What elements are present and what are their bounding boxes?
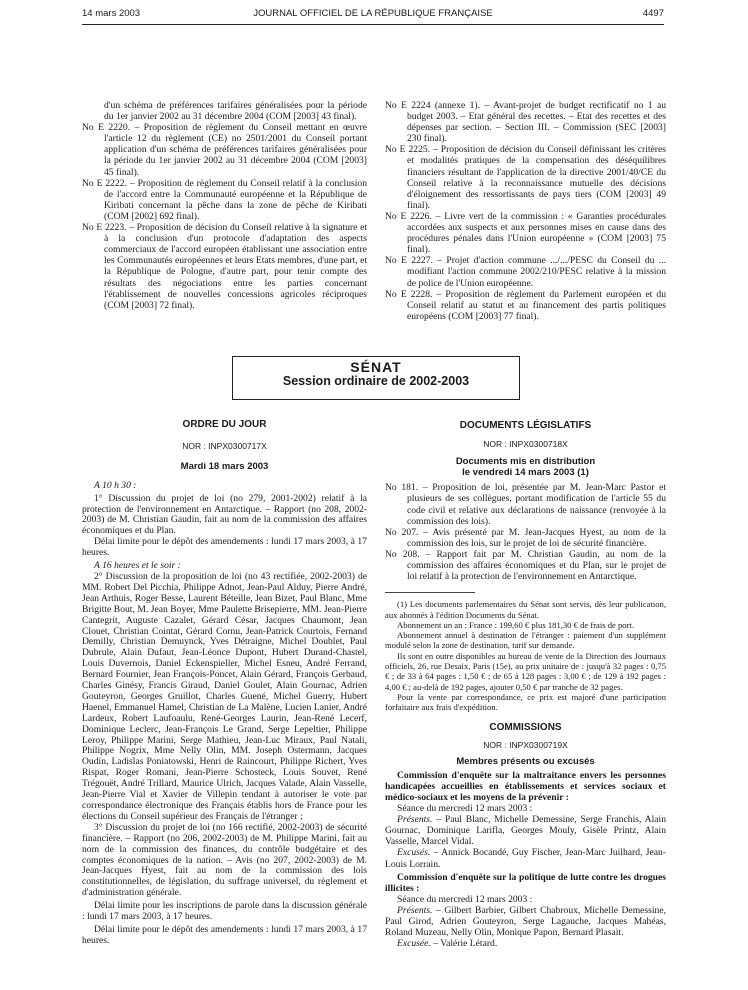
- page-header: [82, 8, 664, 22]
- header-rule: [82, 24, 664, 25]
- senat-title-box: [232, 356, 520, 400]
- documents-section: [385, 420, 666, 949]
- footnote-rule: [385, 592, 475, 593]
- list-item: No 208. – Rapport fait par M. Christian Gaudin, au nom de la commission des affaires économiques et du Plan, sur le projet de loi relatif à la protection de l'environnement en Antarctique.: [385, 548, 666, 583]
- list-item: No E 2228. – Proposition de règlement du Parlement européen et du Conseil relatif au statut et au financement des partis politiques européens (COM [2003] 77 final).: [385, 288, 666, 322]
- commission-1-presents: – Paul Blanc, Michelle Demessine, Serge Franchis, Alain Gournac, Dominique Larifla, Georges Mouly, Gisèle Printz, Alain Vasselle, Marcel Vidal.: [385, 814, 666, 848]
- list-item: No E 2220. – Proposition de règlement du Conseil mettant en œuvre l'article 12 du règlement (CE) no 2501/2001 du Conseil portant application d'un schéma de préférences tarifaires généralisées pour la période du 1er janvier 2002 au 31 décembre 2004 (COM [2003] 45 final).: [82, 122, 367, 178]
- excuses-label: Excusés.: [397, 847, 431, 859]
- commission-2-presents: – Gilbert Barbier, Gilbert Chabroux, Michelle Demessine, Paul Girod, Adrien Gouteyron, Serge Lagauche, Jacques Mahéas, Roland Muzeau, Nelly Olin, Monique Papon, Bernard Plasait.: [385, 904, 666, 939]
- senat-title: SÉNAT: [350, 359, 402, 375]
- footnote: Abonnement un an : France : 199,60 € plus 181,30 € de frais de port.: [397, 619, 634, 630]
- ordre-deadline-1: Délai limite pour le dépôt des amendements : lundi 17 mars 2003, à 17 heures.: [82, 536, 367, 559]
- list-item: No 207. – Avis présenté par M. Jean-Jacques Hyest, au nom de la commission des lois, sur le projet de loi de sécurité financière.: [385, 526, 666, 549]
- list-item: No E 2222. – Proposition de règlement du Conseil relatif à la conclusion de l'accord entre la Communauté européenne et la République de Kiribati concernant la pêche dans la zone de pêche de Kiribati (COM [2002] 692 final).: [82, 177, 367, 222]
- commission-1-seance: Séance du mercredi 12 mars 2003 :: [397, 803, 533, 815]
- commissions-nor: NOR : INPX0300719X: [483, 739, 568, 750]
- commission-2-seance: Séance du mercredi 12 mars 2003 :: [397, 893, 533, 905]
- header-title: JOURNAL OFFICIEL DE LA RÉPUBLIQUE FRANÇAISE: [253, 8, 493, 19]
- list-item: No E 2223. – Proposition de décision du Conseil relative à la signature et à la conclusion d'un protocole d'adaptation des aspects commerciaux de l'accord européen établissant une association entre les Communautés européennes et leurs Etats membres, d'une part, et la République de Pologne, d'autre part, pour tenir compte des résultats des négociations entre les parties concernant l'établissement de nouvelles concessions agricoles réciproques (COM [2003] 72 final).: [82, 222, 367, 311]
- ordre-item-2: 2° Discussion de la proposition de loi (no 43 rectifiée, 2002-2003) de MM. Robert Del Picchia, Philippe Adnot, Jean-Paul Alduy, Pierre André, Jean Arthuis, Roger Besse, Laurent Béteille, Jean Bizet, Paul Blanc, Mme Brigitte Bout, M. Jean Boyer, Mme Paulette Brisepierre, MM. Jean-Pierre Cantegrit, Auguste Cazalet, Gérard César, Jacques Chaumont, Jean Clouet, Christian Cointat, Gérard Cornu, Jean-Patrick Courtois, Fernand Demilly, Christian Demuynck, Yves Détraigne, Michel Doublet, Paul Dubrule, Alain Dufaut, Jean-Léonce Dupont, Hubert Durand-Chastel, Louis Duvernois, Daniel Eckenspieller, Michel Esneu, André Ferrand, Bernard Fournier, Jean François-Poncet, Alain Gérard, François Gerbaud, Charles Ginésy, Francis Giraud, Daniel Goulet, Alain Gournac, Adrien Gouteyron, Georges Gruillot, Charles Guené, Michel Guerry, Hubert Haenel, Emmanuel Hamel, Christian de La Malène, Lucien Lanier, André Lardeux, Robert Laufoaulu, René-Georges Laurin, Jean-René Lecerf, Dominique Leclerc, Jean-François Le Grand, Serge Lepeltier, Philippe Leroy, Philippe Marini, Serge Mathieu, Jean-Luc Miraux, Paul Natali, Philippe Nogrix, Mme Nelly Olin, MM. Joseph Ostermann, Jacques Oudin, Ladislas Poniatowski, Henri de Raincourt, Philippe Richert, Yves Rispat, Roger Romani, Jean-Pierre Schosteck, Louis Souvet, René Trégouët, André Trillard, Maurice Ulrich, Jacques Valade, Alain Vasselle, Jean-Pierre Vial et Xavier de Villepin tendant à autoriser le vote par correspondance électronique des Français établis hors de France pour les élections du Conseil supérieur des Français de l'étranger ;: [82, 570, 367, 822]
- header-page-number: 4497: [642, 8, 664, 19]
- list-item: No E 2227. – Projet d'action commune .../.../PESC du Conseil du ... modifiant l'action commune 2002/210/PESC relative à la mission de police de l'Union européenne.: [385, 255, 666, 289]
- footnote: Abonnement annuel à destination de l'étranger : paiement d'un supplément modulé selon la zone de destination, tarif sur demande.: [385, 630, 666, 651]
- ordre-title: ORDRE DU JOUR: [182, 419, 267, 430]
- docs-title: DOCUMENTS LÉGISLATIFS: [459, 420, 592, 431]
- ordre-item-3: 3° Discussion du projet de loi (no 166 rectifié, 2002-2003) de sécurité financière. – Rapport (no 206, 2002-2003) de M. Philippe Marini, fait au nom de la commission des finances, du contrôle budgétaire et des comptes économiques de la nation. – Avis (no 207, 2002-2003) de M. Jean-Jacques Hyest, fait au nom de la commission des lois constitutionnelles, de législation, du suffrage universel, du règlement et d'administration générale.: [82, 821, 367, 899]
- list-item: d'un schéma de préférences tarifaires généralisées pour la période du 1er janvier 2002 au 31 décembre 2004 (COM [2003] 43 final).: [104, 100, 367, 123]
- ordre-nor: NOR : INPX0300717X: [182, 440, 267, 451]
- footnote: Ils sont en outre disponibles au bureau de vente de la Direction des Journaux officiels, 26, rue Desaix, Paris (15e), au prix unitaire de : jusqu'à 32 pages : 0,75 € ; de 33 à 64 pages : 1,50 € ; de 65 à 128 pages : 3,00 € ; de 129 à 192 pages : 4,00 € ; au-delà de 192 pages, ajouter 0,50 € par tranche de 32 pages.: [385, 650, 666, 692]
- list-item: No 181. – Proposition de loi, présentée par M. Jean-Marc Pastor et plusieurs de ses collègues, portant modification de l'article 55 du code civil et relative aux déclarations de naissance (renvoyée à la commission des lois).: [385, 482, 666, 527]
- list-item: No E 2226. – Livre vert de la commission : « Garanties procédurales accordées aux suspects et aux personnes mises en cause dans des procédures pénales dans l'Union européenne » (COM [2003] 75 final).: [385, 210, 666, 256]
- commissions-subtitle: Membres présents ou excusés: [456, 755, 595, 767]
- commission-1-excuses: – Annick Bocandé, Guy Fischer, Jean-Marc Juilhard, Jean-Louis Lorrain.: [385, 847, 666, 870]
- ordre-time-2: A 16 heures et le soir :: [94, 560, 181, 572]
- session-subtitle: Session ordinaire de 2002-2003: [282, 374, 470, 389]
- footnote: Pour la vente par correspondance, ce prix est majoré d'une participation forfaitaire aux frais d'expédition.: [385, 691, 666, 713]
- commission-1-title: Commission d'enquête sur la maltraitance envers les personnes handicapées accueillies en établissements et services sociaux et médico-sociaux et les moyens de la prévenir :: [385, 769, 666, 803]
- docs-subtitle-1: Documents mis en distribution: [455, 456, 596, 468]
- commission-2-excusee: – Valérie Létard.: [430, 938, 498, 950]
- ordre-item-1: 1° Discussion du projet de loi (no 279, 2001-2002) relatif à la protection de l'environnement en Antarctique. – Rapport (no 208, 2002-2003) de M. Christian Gaudin, fait au nom de la commission des affaires économiques et du Plan.: [82, 492, 367, 537]
- docs-subtitle-2: le vendredi 14 mars 2003 (1): [462, 467, 589, 479]
- top-right-column: [385, 100, 666, 322]
- docs-nor: NOR : INPX0300718X: [483, 439, 568, 450]
- list-item: No E 2224 (annexe 1). – Avant-projet de budget rectificatif no 1 au budget 2003. – Etat général des recettes. – Etat des recettes et des dépenses par section. – Section III. – Commission (SEC [2003] 230 final).: [385, 100, 666, 145]
- commissions-title: COMMISSIONS: [489, 722, 562, 734]
- ordre-du-jour-section: [82, 420, 367, 947]
- ordre-deadline-3: Délai limite pour le dépôt des amendements : lundi 17 mars 2003, à 17 heures.: [82, 923, 367, 946]
- top-left-column: [82, 100, 367, 311]
- commission-2-title: Commission d'enquête sur la politique de lutte contre les drogues illicites :: [385, 871, 666, 894]
- ordre-time-1: A 10 h 30 :: [94, 479, 137, 491]
- excusee-label: Excusée.: [397, 938, 431, 950]
- ordre-deadline-2: Délai limite pour les inscriptions de parole dans la discussion générale : lundi 17 mars 2003, à 17 heures.: [82, 900, 367, 923]
- presents-label: Présents.: [397, 814, 433, 826]
- header-date: 14 mars 2003: [82, 8, 141, 19]
- ordre-date: Mardi 18 mars 2003: [180, 460, 269, 472]
- footnote: (1) Les documents parlementaires du Sénat sont servis, dès leur publication, aux abonnés à l'édition Documents du Sénat.: [385, 599, 666, 620]
- list-item: No E 2225. – Proposition de décision du Conseil définissant les critères et modalités pratiques de la compensation des déséquilibres financiers résultant de l'application de la directive 2001/40/CE du Conseil relative à la reconnaissance mutuelle des décisions d'éloignement des ressortissants de pays tiers (COM [2003] 49 final).: [385, 144, 666, 211]
- presents-label: Présents.: [397, 904, 433, 916]
